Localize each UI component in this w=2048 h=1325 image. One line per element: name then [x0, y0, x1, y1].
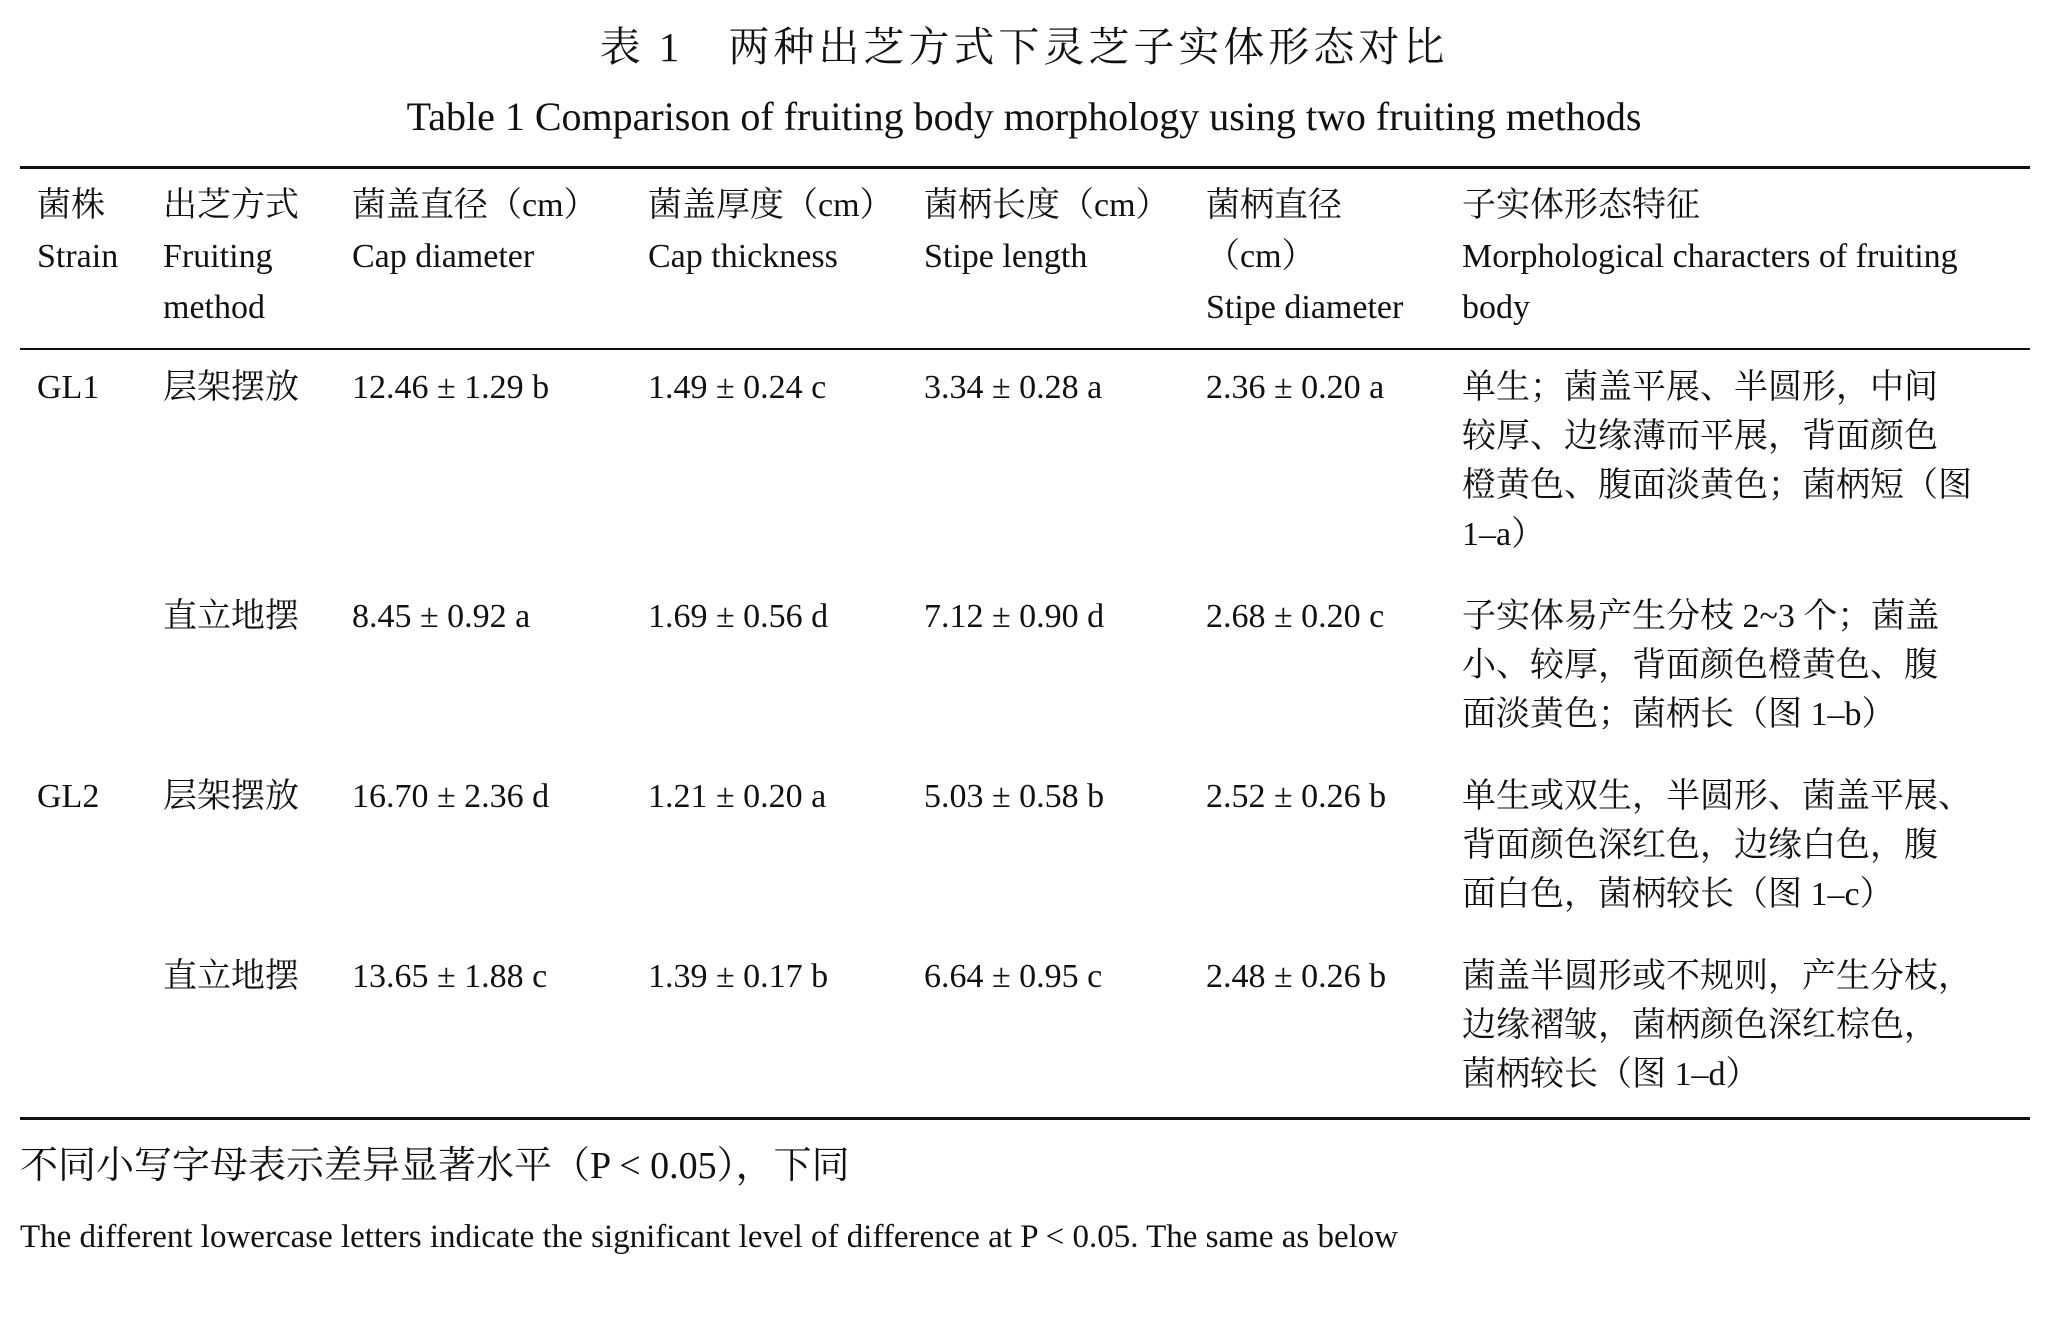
cell-stipe-diameter: 2.36 ± 0.20 a — [1206, 369, 1385, 406]
cell-cap-diameter: 13.65 ± 1.88 c — [352, 958, 548, 995]
cell-cap-diameter: 16.70 ± 2.36 d — [352, 778, 550, 815]
header-line: method — [163, 289, 265, 326]
cell-strain: GL1 — [37, 369, 100, 406]
description-line: 单生；菌盖平展、半圆形，中间 — [1462, 369, 1938, 406]
table-bottom-rule — [20, 1117, 2030, 1120]
header-line: Stipe length — [924, 238, 1088, 275]
footnote-en: The different lowercase letters indicate the significant level of difference at P < 0.05. The same as below — [20, 1219, 1399, 1255]
cell-description — [1462, 592, 2027, 739]
table-header-rule — [20, 348, 2030, 350]
cell-method: 直立地摆 — [163, 958, 299, 995]
cell-strain: GL2 — [37, 778, 100, 815]
header-line: 子实体形态特征 — [1462, 187, 1700, 224]
cell-method: 层架摆放 — [163, 369, 299, 406]
header-line: （cm） — [1206, 238, 1316, 275]
cell-description — [1462, 772, 2027, 919]
description-line: 边缘褶皱，菌柄颜色深红棕色， — [1462, 1007, 1938, 1044]
cell-cap-diameter: 8.45 ± 0.92 a — [352, 598, 531, 635]
cell-stipe-length: 6.64 ± 0.95 c — [924, 958, 1103, 995]
header-line: 菌株 — [37, 187, 105, 224]
header-line: 菌柄长度（cm） — [924, 187, 1170, 224]
header-line: Morphological characters of fruiting — [1462, 238, 1958, 275]
header-line: 出芝方式 — [163, 187, 299, 224]
header-stipe-diameter — [1206, 180, 1403, 333]
header-stipe-length — [924, 180, 1170, 282]
cell-stipe-length: 5.03 ± 0.58 b — [924, 778, 1105, 815]
cell-cap-diameter: 12.46 ± 1.29 b — [352, 369, 550, 406]
header-fruiting-method — [163, 180, 299, 333]
header-line: Stipe diameter — [1206, 289, 1404, 326]
header-cap-thickness — [648, 180, 894, 282]
cell-stipe-diameter: 2.68 ± 0.20 c — [1206, 598, 1385, 635]
header-morphological-characters — [1462, 180, 1958, 333]
cell-cap-thickness: 1.21 ± 0.20 a — [648, 778, 827, 815]
description-line: 子实体易产生分枝 2~3 个；菌盖 — [1462, 598, 1940, 635]
table-top-rule — [20, 166, 2030, 169]
header-line: body — [1462, 289, 1530, 326]
description-line: 面淡黄色；菌柄长（图 1–b） — [1462, 696, 1896, 733]
cell-description — [1462, 363, 2027, 559]
description-line: 橙黄色、腹面淡黄色；菌柄短（图 — [1462, 467, 1972, 504]
description-line: 小、较厚，背面颜色橙黄色、腹 — [1462, 647, 1938, 684]
header-line: Fruiting — [163, 238, 273, 275]
cell-stipe-diameter: 2.52 ± 0.26 b — [1206, 778, 1387, 815]
description-line: 面白色，菌柄较长（图 1–c） — [1462, 876, 1894, 913]
header-line: 菌盖厚度（cm） — [648, 187, 894, 224]
header-strain — [37, 180, 118, 282]
cell-description — [1462, 952, 2027, 1099]
cell-cap-thickness: 1.39 ± 0.17 b — [648, 958, 829, 995]
description-line: 单生或双生，半圆形、菌盖平展、 — [1462, 778, 1972, 815]
table-title-cn: 表 1 两种出芝方式下灵芝子实体形态对比 — [599, 24, 1449, 70]
description-line: 1–a） — [1462, 516, 1546, 553]
description-line: 菌柄较长（图 1–d） — [1462, 1056, 1760, 1093]
header-line: 菌柄直径 — [1206, 187, 1342, 224]
cell-method: 层架摆放 — [163, 778, 299, 815]
cell-stipe-length: 7.12 ± 0.90 d — [924, 598, 1105, 635]
description-line: 背面颜色深红色，边缘白色，腹 — [1462, 827, 1938, 864]
table-title-en: Table 1 Comparison of fruiting body morphology using two fruiting methods — [406, 94, 1642, 139]
header-line: 菌盖直径（cm） — [352, 187, 598, 224]
description-line: 较厚、边缘薄而平展，背面颜色 — [1462, 418, 1938, 455]
cell-method: 直立地摆 — [163, 598, 299, 635]
description-line: 菌盖半圆形或不规则，产生分枝， — [1462, 958, 1972, 995]
footnote-cn: 不同小写字母表示差异显著水平（P < 0.05），下同 — [20, 1145, 850, 1187]
cell-stipe-diameter: 2.48 ± 0.26 b — [1206, 958, 1387, 995]
header-line: Strain — [37, 238, 119, 275]
header-line: Cap diameter — [352, 238, 535, 275]
cell-stipe-length: 3.34 ± 0.28 a — [924, 369, 1103, 406]
cell-cap-thickness: 1.49 ± 0.24 c — [648, 369, 827, 406]
cell-cap-thickness: 1.69 ± 0.56 d — [648, 598, 829, 635]
header-line: Cap thickness — [648, 238, 838, 275]
header-cap-diameter — [352, 180, 598, 282]
